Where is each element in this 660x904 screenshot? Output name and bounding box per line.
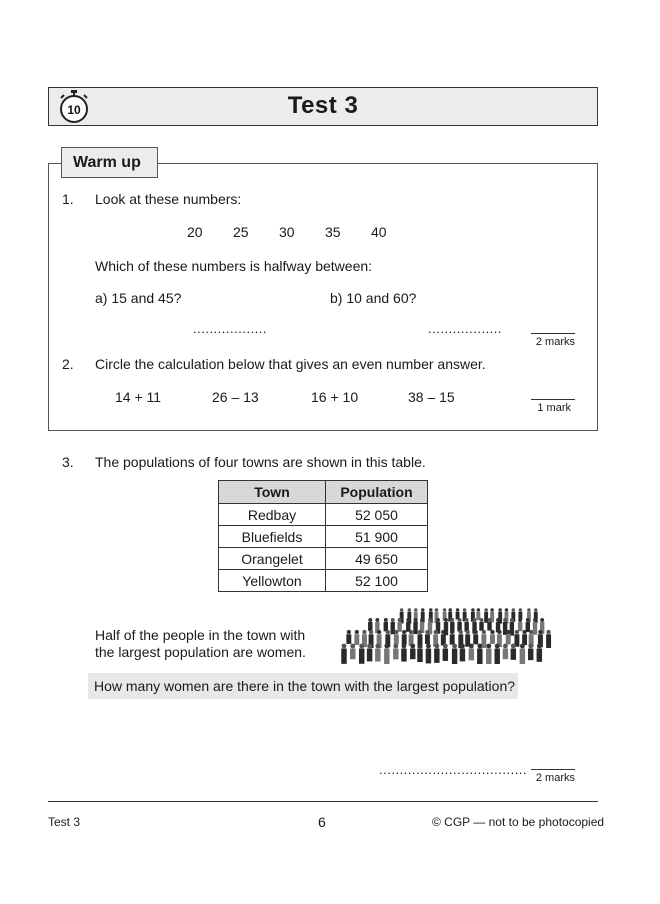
population-table — [218, 480, 428, 592]
population-cell: 52 050 — [326, 504, 428, 526]
footer-test-label: Test 3 — [48, 815, 81, 829]
title-bar — [48, 87, 598, 126]
table-row — [219, 526, 428, 548]
question-1-number: 1. — [62, 191, 74, 207]
table-row — [219, 504, 428, 526]
number-item: 25 — [233, 224, 249, 240]
calculation-option[interactable]: 14 + 11 — [115, 389, 162, 405]
calculation-option[interactable]: 16 + 10 — [311, 389, 359, 405]
mark-box-line — [531, 769, 575, 770]
town-cell: Yellowton — [219, 570, 326, 592]
question-1-subprompt: Which of these numbers is halfway between: — [95, 258, 373, 274]
question-1-part-b: b) 10 and 60? — [330, 290, 417, 306]
question-3-statement-line-1: Half of the people in the town with — [95, 627, 306, 643]
number-item: 30 — [279, 224, 295, 240]
town-cell: Orangelet — [219, 548, 326, 570]
population-cell: 52 100 — [326, 570, 428, 592]
town-cell: Bluefields — [219, 526, 326, 548]
question-3-statement-line-2: the largest population are women. — [95, 644, 306, 660]
question-2-number: 2. — [62, 356, 74, 372]
question-1-prompt: Look at these numbers: — [95, 191, 242, 207]
question-1-part-a: a) 15 and 45? — [95, 290, 182, 306]
answer-line-a[interactable]: .................. — [193, 321, 268, 336]
warmup-label: Warm up — [61, 147, 158, 178]
page-title: Test 3 — [287, 92, 359, 119]
page-number: 6 — [318, 814, 326, 830]
question-3-question: How many women are there in the town with the largest population? — [88, 673, 518, 699]
table-header-row — [219, 481, 428, 504]
population-cell: 49 650 — [326, 548, 428, 570]
footer-divider — [48, 801, 598, 802]
calculation-option[interactable]: 38 – 15 — [408, 389, 455, 405]
number-item: 20 — [187, 224, 203, 240]
population-cell: 51 900 — [326, 526, 428, 548]
question-3-prompt: The populations of four towns are shown in this table. — [95, 454, 426, 470]
marks-label: 2 marks — [535, 772, 575, 784]
marks-label: 1 mark — [537, 402, 571, 414]
crowd-illustration — [340, 602, 554, 664]
calculation-option[interactable]: 26 – 13 — [212, 389, 259, 405]
answer-line-q3[interactable]: .................................... — [379, 762, 528, 777]
number-item: 40 — [371, 224, 387, 240]
timer-minutes: 10 — [67, 103, 81, 117]
marks-label: 2 marks — [535, 336, 575, 348]
town-cell: Redbay — [219, 504, 326, 526]
question-3-number: 3. — [62, 454, 74, 470]
footer-copyright: © CGP — not to be photocopied — [432, 815, 605, 829]
mark-box-line — [531, 333, 575, 334]
column-header-town: Town — [219, 481, 326, 504]
number-item: 35 — [325, 224, 341, 240]
table-row — [219, 548, 428, 570]
column-header-population: Population — [326, 481, 428, 504]
mark-box-line — [531, 399, 575, 400]
answer-line-b[interactable]: .................. — [428, 321, 503, 336]
table-row — [219, 570, 428, 592]
question-2-prompt: Circle the calculation below that gives an even number answer. — [95, 356, 486, 372]
